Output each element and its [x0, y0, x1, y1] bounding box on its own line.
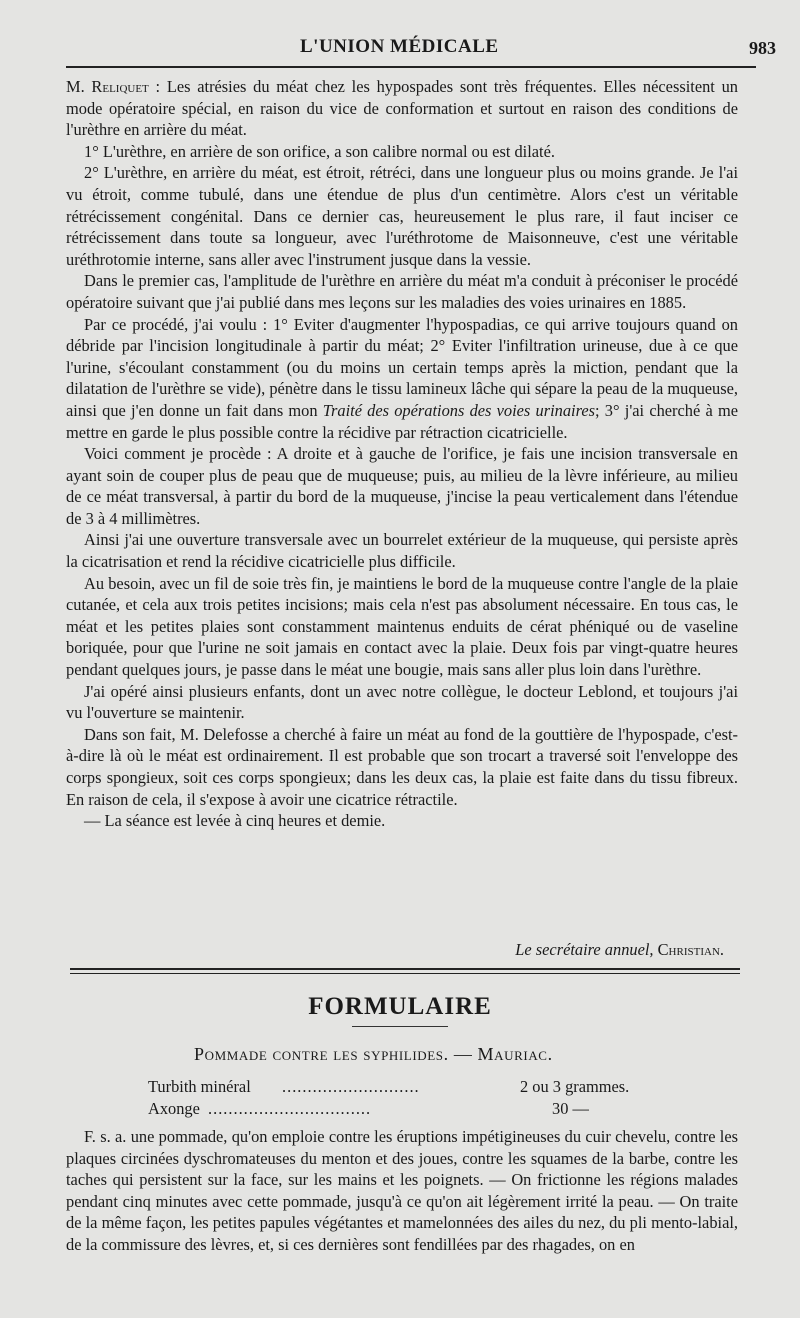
paragraph-10: Dans son fait, M. Delefosse a cherché à faire un méat au fond de la gouttière de l'hypospade, c'est-à-dire là où le méat est ordinairement. Il est probable que son trocart a traversé soit l'enveloppe des corps spongieux, soit ces corps spongieux; dans les deux cas, la plaie est faite dans du tissu fibreux. En raison de cela, il s'expose à avoir une cicatrice rétractile. — [66, 724, 738, 809]
paragraph-4: Dans le premier cas, l'amplitude de l'urèthre en arrière du méat m'a conduit à préconiser le procédé opératoire suivant que j'ai publié dans mes leçons sur les maladies des voies urinaires en 1885. — [66, 271, 738, 312]
formula-ingredients — [148, 1076, 668, 1120]
page-number: 983 — [749, 38, 776, 58]
leader-dots: ........................... — [282, 1077, 420, 1096]
paragraph-5 — [66, 314, 738, 444]
ingredient-quantity: 2 ou 3 grammes. — [520, 1077, 630, 1096]
paragraph-1-text: : Les atrésies du méat chez les hypospades sont très fréquentes. Elles nécessitent un mode opératoire spécial, en raison du vice de conformation et surtout en raison des conditions de l'urèthre en arrière du méat. — [66, 77, 738, 140]
speaker-name: M. Reliquet — [66, 77, 149, 96]
paragraph-5-part-b: ; 3° j'ai cherché à me mettre en garde le plus possible contre la récidive par rétraction cicatricielle. — [66, 400, 738, 442]
ingredient-row — [148, 1076, 668, 1098]
signature-name: Christian. — [657, 940, 724, 959]
running-head — [0, 36, 800, 66]
paragraph-3: 2° L'urèthre, en arrière du méat, est étroit, rétréci, dans une longueur plus ou moins grande. Je l'ai vu étroit, comme tubulé, dans une étendue de plus d'un centimètre. Alors c'est un véritable rétrécissement congénital. Dans ce dernier cas, heureusement le plus rare, il faut inciser ce rétrécissement dans toute sa longueur, avec l'uréthrotome de Maisonneuve, c'est une véritable uréthrotomie interne, sans aller avec l'instrument jusque dans la vessie. — [66, 163, 738, 269]
section-divider-bottom — [70, 973, 740, 974]
paragraph-5-part-a: Par ce procédé, j'ai voulu : 1° Eviter d'augmenter l'hypospadias, ce qui arrive toujours quand on débride par l'incision longitudinale à partir du méat; 2° Eviter l'infiltration urineuse, due à ce que l'urine, s'écoulant constamment (ou du moins un certain temps après la miction, pendant que la dilatation de l'urèthre se vide), pénètre dans le tissu lamineux lâche qui sépare la peau de la muqueuse, ainsi que j'en donne un fait dans mon — [66, 314, 738, 420]
formula-title: Pommade contre les syphilides. — Mauriac. — [194, 1044, 553, 1064]
signature — [66, 940, 724, 960]
paragraph-2: 1° L'urèthre, en arrière de son orifice, a son calibre normal ou est dilaté. — [84, 141, 555, 161]
section-title: FORMULAIRE — [308, 993, 492, 1020]
paragraph-8: Au besoin, avec un fil de soie très fin, je maintiens le bord de la muqueuse contre l'angle de la plaie cutanée, et cela aux trois petites incisions; mais cela n'est pas absolument nécessaire. En tous cas, le méat et les petites plaies sont constamment maintenus enduits de cérat phéniqué ou de vaseline boriquée, pour que l'urine ne soit jamais en contact avec la plaie. Deux fois par vingt-quatre heures pendant quelques jours, je passe dans le méat une bougie, mais sans aller plus loin dans l'urèthre. — [66, 573, 738, 680]
paragraph-6: Voici comment je procède : A droite et à gauche de l'orifice, je fais une incision transversale en ayant soin de couper plus de peau que de muqueuse; puis, au milieu de la lèvre inférieure, au milieu de ce méat transversal, à partir du bord de la muqueuse, j'incise la peau verticalement dans l'étendue de 3 à 4 millimètres. — [66, 444, 738, 528]
ingredient-name: Turbith minéral — [148, 1077, 251, 1096]
main-text — [66, 76, 738, 832]
ingredient-quantity: 30 — — [552, 1099, 589, 1118]
header-rule — [66, 66, 756, 68]
leader-dots: ................................ — [208, 1099, 372, 1118]
section-divider-top — [70, 968, 740, 970]
formula-paragraph: F. s. a. une pommade, qu'on emploie contre les éruptions impétigineuses du cuir chevelu, contre les plaques circinées dyschromateuses du menton et des joues, contre les squames de la barbe, contre les taches qui persistent sur la face, sur les mains et les poignets. — On frictionne les régions malades pendant cinq minutes avec cette pommade, jusqu'à ce qu'on ait légèrement irrité la peau. — On traite de la même façon, les petites papules végétantes et mamelonnées des ailes du nez, du pli mento-labial, de la commissure des lèvres, et, si ces dernières sont fendillées par des rhagades, on en — [66, 1127, 738, 1254]
ingredient-row — [148, 1098, 668, 1120]
paragraph-11: — La séance est levée à cinq heures et demie. — [84, 811, 386, 831]
paragraph-9: J'ai opéré ainsi plusieurs enfants, dont un avec notre collègue, le docteur Leblond, et toujours j'ai vu l'ouverture se maintenir. — [66, 681, 738, 723]
formula-description — [66, 1126, 738, 1256]
journal-title: L'UNION MÉDICALE — [300, 36, 499, 57]
book-title: Traité des opérations des voies urinaires — [322, 400, 596, 420]
signature-role: Le secrétaire annuel, — [515, 940, 654, 959]
paragraph-1 — [66, 76, 738, 141]
ingredient-name: Axonge — [148, 1099, 200, 1118]
section-title-rule — [352, 1026, 448, 1027]
paragraph-7: Ainsi j'ai une ouverture transversale avec un bourrelet extérieur de la muqueuse, qui persiste après la cicatrisation et rend la récidive cicatricielle plus difficile. — [66, 530, 738, 572]
